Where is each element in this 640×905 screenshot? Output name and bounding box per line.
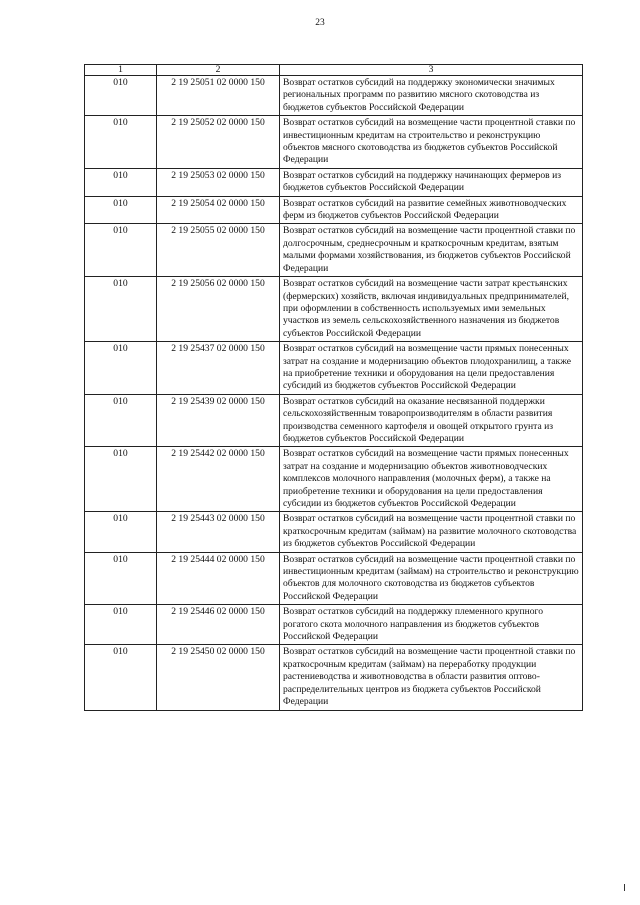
cell-code: 010	[85, 168, 157, 196]
table-row	[85, 394, 583, 447]
table-row	[85, 224, 583, 277]
cell-name: Возврат остатков субсидий на возмещение части процентной ставки по краткосрочным кредитам (займам) на развитие молочного скотоводства из бюджетов субъектов Российской Федерации	[280, 512, 583, 552]
cell-code: 010	[85, 552, 157, 605]
column-header-3: 3	[280, 65, 583, 76]
cell-code: 010	[85, 277, 157, 342]
cell-kbk: 2 19 25053 02 0000 150	[157, 168, 280, 196]
cell-name: Возврат остатков субсидий на поддержку начинающих фермеров из бюджетов субъектов Российской Федерации	[280, 168, 583, 196]
cell-name: Возврат остатков субсидий на возмещение части прямых понесенных затрат на создание и модернизацию объектов животноводческих комплексов молочного направления (молочных ферм), а также на приобретение техники и оборудования на цели предоставления субсидии из бюджетов субъектов Российской Федерации	[280, 447, 583, 512]
cell-kbk: 2 19 25055 02 0000 150	[157, 224, 280, 277]
cell-kbk: 2 19 25054 02 0000 150	[157, 196, 280, 224]
cell-code: 010	[85, 605, 157, 645]
cell-name: Возврат остатков субсидий на поддержку племенного крупного рогатого скота молочного направления из бюджетов субъектов Российской Федерации	[280, 605, 583, 645]
cell-name: Возврат остатков субсидий на развитие семейных животноводческих ферм из бюджетов субъектов Российской Федерации	[280, 196, 583, 224]
cell-name: Возврат остатков субсидий на возмещение части процентной ставки по инвестиционным кредитам (займам) на строительство и реконструкцию объектов для молочного скотоводства из бюджетов субъектов Российской Федерации	[280, 552, 583, 605]
page-number: 23	[315, 18, 325, 28]
cell-name: Возврат остатков субсидий на возмещение части процентной ставки по долгосрочным, среднесрочным и краткосрочным кредитам, взятым малыми формами хозяйствования, из бюджетов субъектов Российской Федерации	[280, 224, 583, 277]
table-row	[85, 168, 583, 196]
cell-code: 010	[85, 224, 157, 277]
table-row	[85, 342, 583, 395]
cell-name: Возврат остатков субсидий на оказание несвязанной поддержки сельскохозяйственным товаропроизводителям в области развития производства семенного картофеля и овощей открытого грунта из бюджетов субъектов Российской Федерации	[280, 394, 583, 447]
cell-code: 010	[85, 394, 157, 447]
cell-kbk: 2 19 25443 02 0000 150	[157, 512, 280, 552]
table-row	[85, 76, 583, 116]
cell-name: Возврат остатков субсидий на возмещение части процентной ставки по краткосрочным кредитам (займам) на переработку продукции растениеводства и животноводства в области развития оптово-распределительных центров из бюджета субъектов Российской Федерации	[280, 645, 583, 710]
budget-classification-table	[84, 64, 583, 711]
cell-kbk: 2 19 25444 02 0000 150	[157, 552, 280, 605]
table-row	[85, 645, 583, 710]
cell-kbk: 2 19 25446 02 0000 150	[157, 605, 280, 645]
table-header-row	[85, 65, 583, 76]
table-row	[85, 196, 583, 224]
column-header-2: 2	[157, 65, 280, 76]
cell-kbk: 2 19 25056 02 0000 150	[157, 277, 280, 342]
table-row	[85, 512, 583, 552]
cell-kbk: 2 19 25051 02 0000 150	[157, 76, 280, 116]
cell-kbk: 2 19 25437 02 0000 150	[157, 342, 280, 395]
table-row	[85, 277, 583, 342]
table-row	[85, 447, 583, 512]
cell-name: Возврат остатков субсидий на возмещение части прямых понесенных затрат на создание и модернизацию объектов плодохранилищ, а также на приобретение техники и оборудования на цели предоставления субсидий из бюджетов субъектов Российской Федерации	[280, 342, 583, 395]
cell-kbk: 2 19 25442 02 0000 150	[157, 447, 280, 512]
cell-name: Возврат остатков субсидий на поддержку экономически значимых региональных программ по развитию мясного скотоводства из бюджетов субъектов Российской Федерации	[280, 76, 583, 116]
cell-kbk: 2 19 25439 02 0000 150	[157, 394, 280, 447]
cell-code: 010	[85, 196, 157, 224]
table-row	[85, 116, 583, 169]
cell-code: 010	[85, 76, 157, 116]
table-row	[85, 605, 583, 645]
cell-kbk: 2 19 25052 02 0000 150	[157, 116, 280, 169]
cell-code: 010	[85, 116, 157, 169]
edge-mark	[624, 884, 625, 891]
cell-kbk: 2 19 25450 02 0000 150	[157, 645, 280, 710]
table-row	[85, 552, 583, 605]
cell-code: 010	[85, 447, 157, 512]
cell-name: Возврат остатков субсидий на возмещение части процентной ставки по инвестиционным кредитам на строительство и реконструкцию объектов мясного скотоводства из бюджетов субъектов Российской Федерации	[280, 116, 583, 169]
cell-code: 010	[85, 512, 157, 552]
cell-code: 010	[85, 645, 157, 710]
cell-name: Возврат остатков субсидий на возмещение части затрат крестьянских (фермерских) хозяйств, включая индивидуальных предпринимателей, при оформлении в собственность используемых ими земельных участков из земель сельскохозяйственного назначения из бюджетов субъектов Российской Федерации	[280, 277, 583, 342]
cell-code: 010	[85, 342, 157, 395]
column-header-1: 1	[85, 65, 157, 76]
